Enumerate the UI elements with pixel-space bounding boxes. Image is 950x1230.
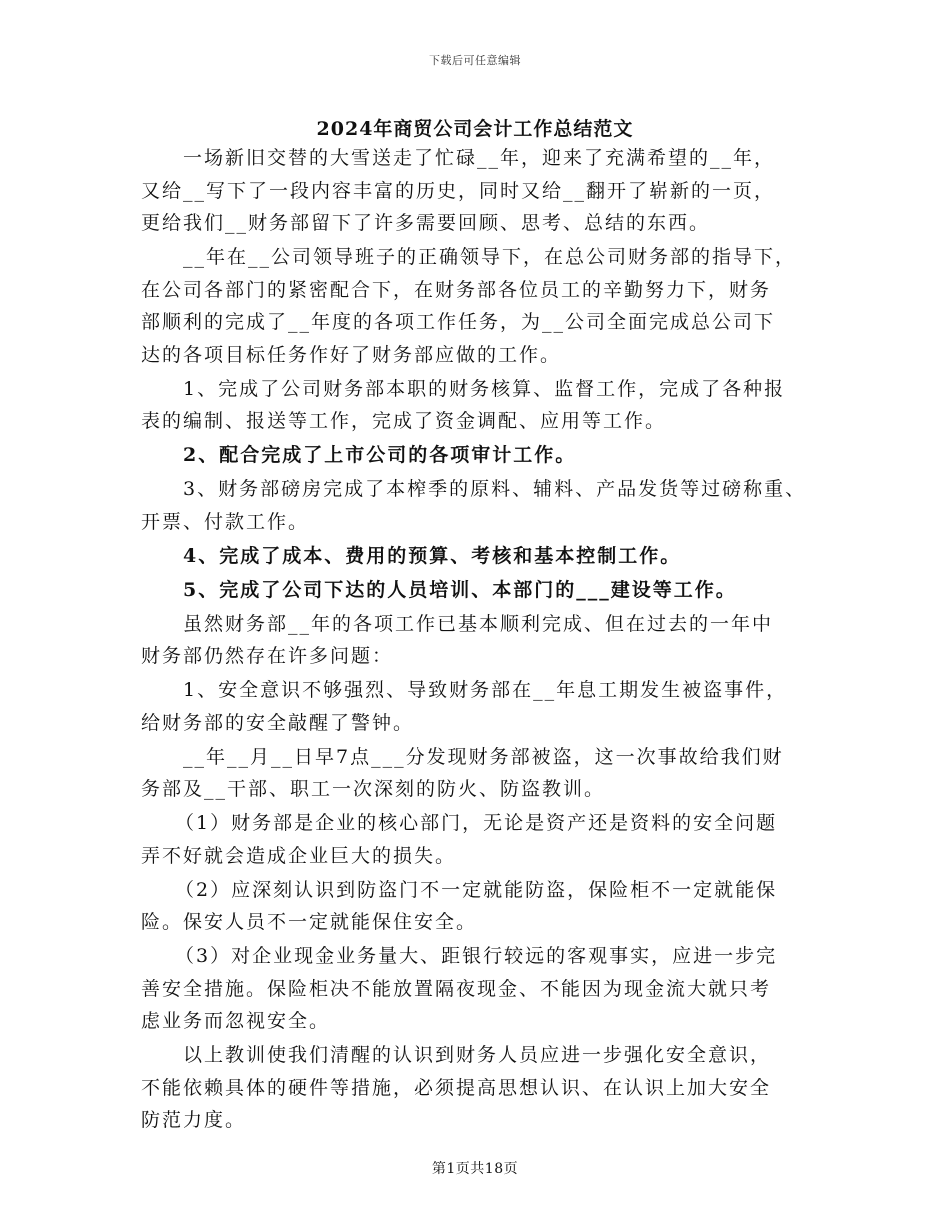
text-line: 险。保安人员不一定就能保住安全。 [141,911,478,933]
text-line: __年__月__日早7点___分发现财务部被盗，这一次事故给我们财 [183,745,784,768]
text-line: 一场新旧交替的大雪送走了忙碌__年，迎来了充满希望的__年， [183,147,776,169]
text-line: 务部及__干部、职工一次深刻的防火、防盗教训。 [141,778,606,800]
text-line: （3）对企业现金业务量大、距银行较远的客观事实，应进一步完 [175,945,778,967]
text-line: 5、完成了公司下达的人员培训、本部门的___建设等工作。 [183,578,737,601]
text-line: 1、完成了公司财务部本职的财务核算、监督工作，完成了各种报 [183,377,786,400]
document-title: 2024年商贸公司会计工作总结范文 [316,118,634,140]
paragraph-summary [141,241,831,371]
paragraph-intro [141,142,831,240]
paragraph-incident [141,741,831,806]
text-line: 部顺利的完成了__年度的各项工作任务，为__公司全面完成总公司下 [141,311,776,333]
text-line: （2）应深刻认识到防盗门不一定就能防盗，保险柜不一定就能保 [175,878,778,901]
text-line: 又给__写下了一段内容丰富的历史，同时又给__翻开了崭新的一页， [141,179,776,202]
text-line: 弄不好就会造成企业巨大的损失。 [141,844,457,867]
paragraph-problems [141,608,831,673]
list-item-5 [141,574,831,607]
paragraph-conclusion [141,1039,831,1137]
text-line: 防范力度。 [141,1109,247,1131]
list-item-1 [141,373,831,438]
list-item-2 [141,439,831,472]
text-line: 善安全措施。保险柜决不能放置隔夜现金、不能因为现金流大就只考 [141,977,772,1000]
text-line: 2、配合完成了上市公司的各项审计工作。 [183,444,577,466]
text-line: 1、安全意识不够强烈、导致财务部在__年息工期发生被盗事件， [183,679,788,701]
lesson-item-2 [141,874,831,939]
problem-item-1 [141,674,831,739]
text-line: 表的编制、报送等工作，完成了资金调配、应用等工作。 [141,410,667,432]
text-line: 给财务部的安全敲醒了警钟。 [141,711,415,734]
list-item-4 [141,540,831,573]
text-line: __年在__公司领导班子的正确领导下，在总公司财务部的指导下， [183,246,797,268]
text-line: 财务部仍然存在许多问题： [141,645,394,667]
text-line: 不能依赖具体的硬件等措施，必须提高思想认识、在认识上加大安全 [141,1076,772,1099]
text-line: 开票、付款工作。 [141,510,310,533]
text-line: 达的各项目标任务作好了财务部应做的工作。 [141,343,562,366]
text-line: 虽然财务部__年的各项工作已基本顺利完成、但在过去的一年中 [183,612,774,635]
lesson-item-3 [141,940,831,1038]
text-line: 以上教训使我们清醒的认识到财务人员应进一步强化安全意识， [183,1044,772,1066]
text-line: （1）财务部是企业的核心部门，无论是资产还是资料的安全问题 [175,812,778,834]
text-line: 在公司各部门的紧密配合下，在财务部各位员工的辛勤努力下，财务 [141,278,772,301]
document-body [141,142,831,1138]
text-line: 3、财务部磅房完成了本榨季的原料、辅料、产品发货等过磅称重、 [183,478,807,500]
text-line: 4、完成了成本、费用的预算、考核和基本控制工作。 [183,544,682,567]
lesson-item-1 [141,807,831,872]
text-line: 虑业务而忽视安全。 [141,1010,331,1032]
header-note: 下载后可任意编辑 [429,54,521,67]
page-number: 第1页共18页 [431,1161,519,1177]
text-line: 更给我们__财务部留下了许多需要回顾、思考、总结的东西。 [141,212,711,234]
list-item-3 [141,473,831,538]
